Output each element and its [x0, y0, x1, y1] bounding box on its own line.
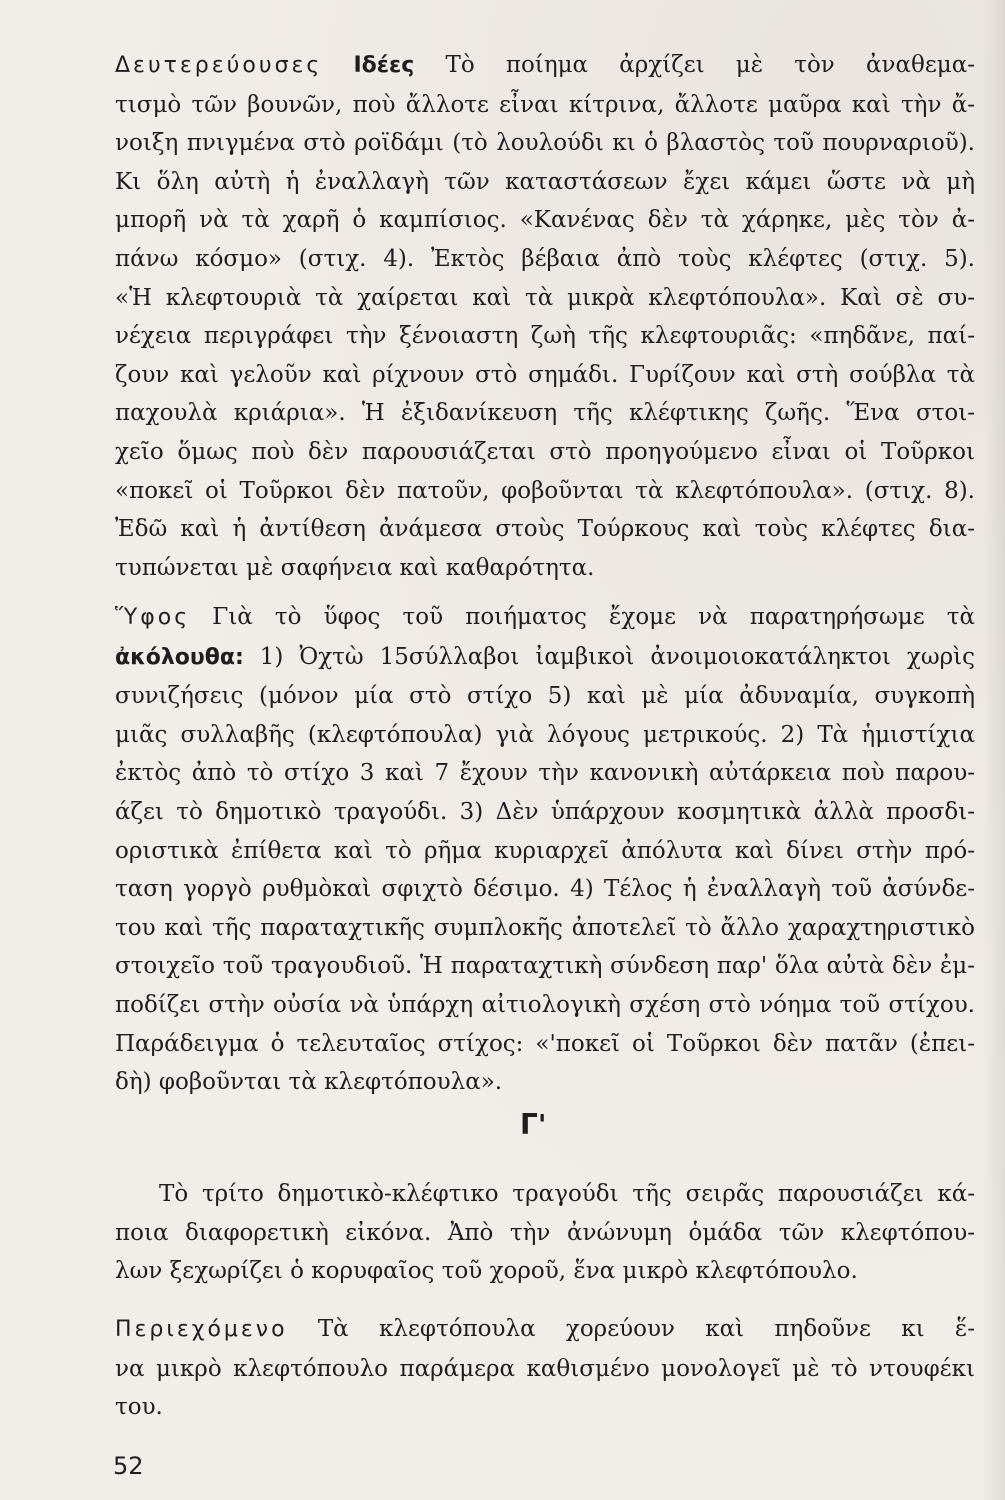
text-line: ζουν καὶ γελοῦν καὶ ρίχνουν στὸ σημάδι. Γυρίζουν καὶ στὴ σούβλα τὰ [115, 361, 975, 388]
text-line: οριστικὰ ἐπίθετα καὶ τὸ ρῆμα κυριαρχεῖ ἀπόλυτα καὶ δίνει στὴν πρό- [115, 837, 975, 864]
style-paragraph [115, 598, 975, 1102]
text-line: πάνω κόσμο» (στιχ. 4). Ἐκτὸς βέβαια ἀπὸ τοὺς κλέφτες (στιχ. 5). [115, 245, 975, 272]
page-number: 52 [113, 1452, 144, 1480]
text-line: Τὸ τρίτο δημοτικὸ-κλέφτικο τραγούδι τῆς σειρᾶς παρουσιάζει κά- [159, 1181, 975, 1207]
text-line: χεῖο ὅμως ποὺ δὲν παρουσιάζεται στὸ προηγούμενο εἶναι οἱ Τοῦρκοι [115, 438, 975, 465]
text-line: του. [115, 1394, 163, 1421]
text-line: ἀκόλουθα: 1) Ὀχτὼ 15σύλλαβοι ἰαμβικοὶ ἀνοιμοιοκατάληκτοι χωρὶς [115, 643, 976, 670]
text-line: νέχεια περιγράφει τὴν ξένοιαστη ζωὴ τῆς κλεφτουριᾶς: «πηδᾶνε, παί- [115, 323, 975, 350]
text-line: δὴ) φοβοῦνται τὰ κλεφτόπουλα». [115, 1069, 503, 1096]
content-paragraph [115, 1310, 975, 1427]
page-edge-shadow [983, 0, 1005, 1500]
section-lead-secondary: Δευτερεύουσες [115, 53, 323, 78]
text-line: να μικρὸ κλεφτόπουλο παράμερα καθισμένο μονολογεῖ μὲ τὸ ντουφέκι [115, 1355, 975, 1382]
text-line: Περιεχόμενο Τὰ κλεφτόπουλα χορεύουν καὶ πηδοῦνε κι ἕ- [115, 1316, 975, 1342]
text-line: ταση γοργὸ ρυθμὸκαὶ σφιχτὸ δέσιμο. 4) Τέλος ἡ ἐναλλαγὴ τοῦ ἀσύνδε- [115, 876, 975, 903]
text-line: ποδίζει στὴν οὐσία νὰ ὑπάρχη αἰτιολογικὴ σχέση στὸ νόημα τοῦ στίχου. [115, 991, 975, 1018]
secondary-ideas-paragraph [115, 46, 975, 587]
text-line: Ἐδῶ καὶ ἡ ἀντίθεση ἀνάμεσα στοὺς Τούρκους καὶ τοὺς κλέφτες δια- [115, 516, 975, 543]
text-line: «Ἡ κλεφτουριὰ τὰ χαίρεται καὶ τὰ μικρὰ κλεφτόπουλα». Καὶ σὲ συ- [115, 284, 975, 311]
gamma-intro-paragraph [115, 1175, 975, 1291]
text-line: Δευτερεύουσες Ιδέες Τὸ ποίημα ἀρχίζει μὲ τὸν ἀναθεμα- [115, 52, 976, 78]
text-line: Παράδειγμα ὁ τελευταῖος στίχος: «'ποκεῖ οἱ Τοῦρκοι δὲν πατᾶν (ἐπει- [115, 1030, 975, 1057]
text-line: στοιχεῖο τοῦ τραγουδιοῦ. Ἡ παραταχτικὴ σύνδεση παρ' ὅλα αὐτὰ δὲν ἐμ- [115, 953, 975, 980]
section-lead-following: ἀκόλουθα: [115, 644, 244, 670]
section-lead-ideas: Ιδέες [353, 53, 415, 78]
text-line: νοιξη πνιγμένα στὸ ροϊδάμι (τὸ λουλούδι κι ὁ βλαστὸς τοῦ πουρναριοῦ). [115, 130, 975, 157]
text-line: λων ξεχωρίζει ὁ κορυφαῖος τοῦ χοροῦ, ἕνα μικρὸ κλεφτόπουλο. [115, 1258, 858, 1285]
text-line: ἐκτὸς ἀπὸ τὸ στίχο 3 καὶ 7 ἔχουν τὴν κανονικὴ αὐτάρκεια ποὺ παρου- [115, 760, 975, 787]
text-line: Κι ὅλη αὐτὴ ἡ ἐναλλαγὴ τῶν καταστάσεων ἔχει κάμει ὥστε νὰ μὴ [115, 168, 975, 195]
text-line: άζει τὸ δημοτικὸ τραγούδι. 3) Δὲν ὑπάρχουν κοσμητικὰ ἀλλὰ προσδι- [115, 798, 975, 825]
text-line: παχουλὰ κριάρια». Ἡ ἐξιδανίκευση τῆς κλέφτικης ζωῆς. Ἕνα στοι- [115, 400, 975, 427]
text-line: συνιζήσεις (μόνον μία στὸ στίχο 5) καὶ μὲ μία ἀδυναμία, συγκοπὴ [115, 683, 975, 710]
section-lead-content: Περιεχόμενο [115, 1317, 288, 1342]
section-lead-style: Ὕφος [115, 605, 191, 630]
text-line: μπορῆ νὰ τὰ χαρῆ ὁ καμπίσιος. «Κανένας δὲν τὰ χάρηκε, μὲς τὸν ἀ- [115, 207, 975, 234]
text-line: μιᾶς συλλαβῆς (κλεφτόπουλα) γιὰ λόγους μετρικούς. 2) Τὰ ἡμιστίχια [115, 721, 975, 748]
text-line: τυπώνεται μὲ σαφήνεια καὶ καθαρότητα. [115, 554, 595, 581]
text-line: του καὶ τῆς παραταχτικῆς συμπλοκῆς ἀποτελεῖ τὸ ἄλλο χαραχτηριστικὸ [115, 914, 975, 941]
section-heading-gamma: Γ' [520, 1108, 547, 1141]
text-line: Ὕφος Γιὰ τὸ ὕφος τοῦ ποιήματος ἔχομε νὰ παρατηρήσωμε τὰ [115, 604, 975, 630]
text-line: «ποκεῖ οἱ Τοῦρκοι δὲν πατοῦν, φοβοῦνται τὰ κλεφτόπουλα». (στιχ. 8). [115, 477, 975, 504]
text-line: τισμὸ τῶν βουνῶν, ποὺ ἄλλοτε εἶναι κίτρινα, ἄλλοτε μαῦρα καὶ τὴν ἄ- [115, 91, 975, 118]
text-line: ποια διαφορετικὴ εἰκόνα. Ἀπὸ τὴν ἀνώνυμη ὁμάδα τῶν κλεφτόπου- [115, 1219, 975, 1246]
